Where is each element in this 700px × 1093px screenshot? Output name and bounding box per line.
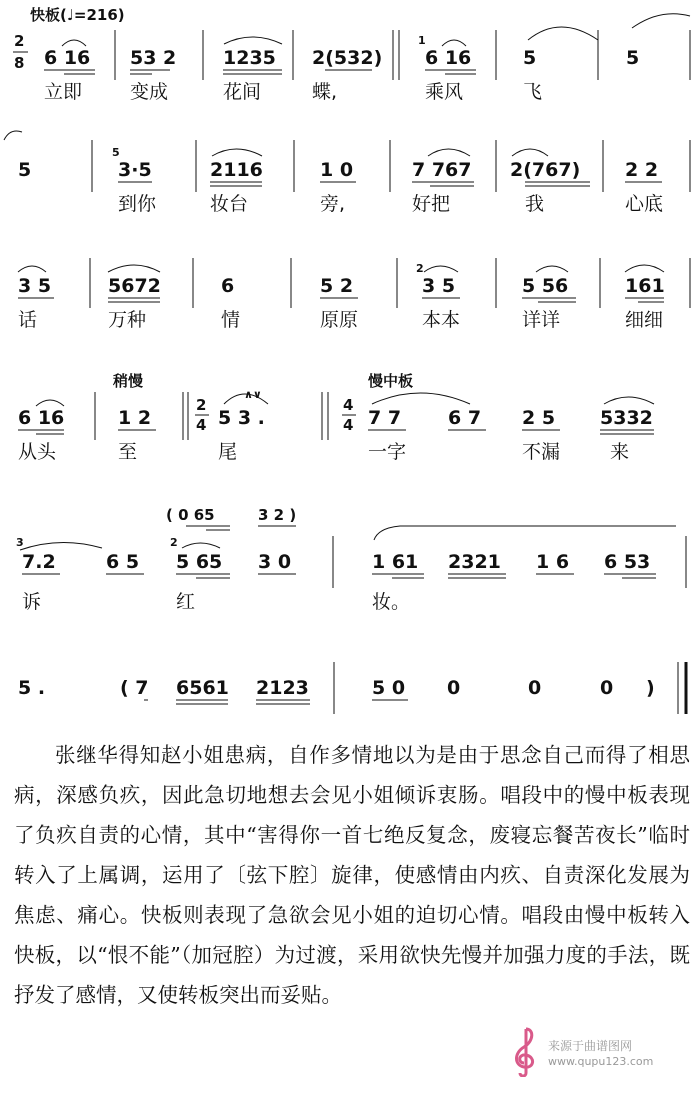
note-group: 2321 [448, 551, 501, 573]
description-paragraph [14, 735, 690, 1015]
note-group: 5672 [108, 275, 161, 297]
lyric: 妆。 [372, 591, 411, 613]
note-group: 2123 [256, 677, 309, 699]
slur [212, 149, 262, 156]
note-group: 1 0 [320, 159, 354, 181]
note-group: 6 7 [448, 407, 482, 429]
note-group: 6 [221, 275, 235, 297]
instrumental-interlude: ( 0 65 [166, 506, 215, 524]
slur [424, 266, 458, 272]
note-group: 6561 [176, 677, 229, 699]
lyric: 不漏 [522, 441, 561, 463]
tempo-marking-fast: 快板(♩=216) [30, 6, 125, 24]
lyric: 原原 [320, 309, 359, 331]
tie [374, 526, 676, 540]
slur [62, 40, 86, 46]
lyric: 到你 [118, 193, 157, 215]
slur [108, 265, 160, 272]
slur [18, 266, 46, 272]
lyric: 心底 [625, 193, 664, 215]
instrumental-interlude: 3 2 ) [258, 506, 297, 524]
tempo-marking-moderate-slow: 慢中板 [368, 372, 414, 390]
tie [4, 131, 22, 140]
note-group: 7 7 [368, 407, 402, 429]
note-group: 0 [447, 677, 461, 699]
note-group: 5 3 . [218, 407, 265, 429]
treble-clef-icon [508, 1025, 544, 1077]
slur [182, 543, 220, 548]
lyric: 本本 [422, 309, 461, 331]
lyric: 旁, [320, 193, 346, 215]
note-group: 5 2 [320, 275, 354, 297]
lyric: 我 [525, 193, 545, 215]
slur [372, 393, 470, 404]
note-group: 2(532) [312, 47, 383, 69]
lyric: 乘风 [425, 81, 464, 103]
lyric: 详详 [522, 309, 561, 331]
grace-note: 2 [416, 262, 424, 275]
slur [36, 400, 64, 406]
note-group: 1 2 [118, 407, 152, 429]
lyric: 话 [18, 309, 38, 331]
lyric: 变成 [130, 81, 169, 103]
note-group: 2(767) [510, 159, 581, 181]
lyric: 立即 [44, 81, 83, 103]
lyric: 尾 [218, 441, 238, 463]
note-group: 53 2 [130, 47, 177, 69]
note-group: 0 [600, 677, 614, 699]
note-group: 2 2 [625, 159, 659, 181]
note-group: 5 65 [176, 551, 223, 573]
time-signature-numerator: 2 [196, 396, 207, 414]
watermark [508, 1023, 678, 1083]
note-group: 7 767 [412, 159, 472, 181]
time-signature-denominator: 4 [343, 416, 354, 434]
slur [442, 40, 466, 46]
slur [428, 149, 470, 156]
lyric: 花间 [223, 81, 262, 103]
lyric: 至 [118, 441, 138, 463]
note-group: 1235 [223, 47, 276, 69]
lyric: 蝶, [312, 81, 338, 103]
watermark-line2: www.qupu123.com [548, 1055, 654, 1068]
note-group: 5332 [600, 407, 653, 429]
note-group: 1 61 [372, 551, 419, 573]
note-group: 2 5 [522, 407, 556, 429]
description-text: 张继华得知赵小姐患病，自作多情地以为是由于思念自己而得了相思病，深感负疚，因此急切地想去会见小姐倾诉衷肠。唱段中的慢中板表现了负疚自责的心情，其中“害得你一首七绝反复念，废寝忘餐苦夜长”临时转入了上属调，运用了〔弦下腔〕旋律，使感情由内疚、自责深化发展为焦虑、痛心。快板则表现了急欲会见小姐的迫切心情。唱段由慢中板转入快板，以“恨不能”（加冠腔）为过渡，采用欲快先慢并加强力度的手法，既抒发了感情，又使转板突出而妥贴。 [14, 743, 690, 1007]
tempo-marking-slight-slow: 稍慢 [113, 372, 144, 390]
note-group: 6 53 [604, 551, 651, 573]
lyric: 来 [610, 441, 630, 463]
note-group: 0 [528, 677, 542, 699]
lyric: 飞 [523, 81, 543, 103]
note-group: 161 [625, 275, 665, 297]
lyric: 万种 [108, 309, 147, 331]
grace-note: 2 [170, 536, 178, 549]
note-group: 5 0 [372, 677, 406, 699]
lyric: 细细 [625, 309, 664, 331]
note-group: 3 0 [258, 551, 292, 573]
note-group: 5 [626, 47, 640, 69]
tie [632, 14, 690, 28]
note-group: 7.2 [22, 551, 56, 573]
time-signature-denominator: 4 [196, 416, 207, 434]
note-group: 5 . [18, 677, 46, 699]
lyric: 红 [176, 591, 196, 613]
note-group: ( 7 [120, 677, 149, 699]
slur [20, 542, 102, 550]
note-group: 3 5 [18, 275, 52, 297]
breath-mark: ∧∨ [244, 388, 262, 401]
grace-note: 5 [112, 146, 120, 159]
note-group: 3·5 [118, 159, 152, 181]
note-group: 2116 [210, 159, 263, 181]
slur [536, 266, 568, 272]
lyric: 妆台 [210, 193, 249, 215]
note-group: 5 [523, 47, 537, 69]
note-group: 6 16 [44, 47, 91, 69]
slur [604, 397, 654, 404]
note-group: 3 5 [422, 275, 456, 297]
slur [224, 37, 282, 44]
grace-note: 1 [418, 34, 426, 47]
tie [528, 27, 598, 40]
note-group: 1 6 [536, 551, 570, 573]
note-group: 5 56 [522, 275, 569, 297]
note-group: 6 16 [18, 407, 65, 429]
grace-note: 3 [16, 536, 24, 549]
time-signature-denominator: 8 [14, 54, 25, 72]
lyric: 情 [221, 309, 241, 331]
slur [512, 149, 548, 156]
watermark-line1: 来源于曲谱图网 [548, 1039, 633, 1053]
slur [625, 265, 664, 272]
lyric: 诉 [22, 591, 42, 613]
time-signature-numerator: 4 [343, 396, 354, 414]
lyric: 从头 [18, 441, 57, 463]
lyric: 一字 [368, 441, 407, 463]
time-signature-numerator: 2 [14, 32, 25, 50]
note-group: ) [646, 677, 655, 699]
lyric: 好把 [412, 193, 451, 215]
note-group: 6 16 [425, 47, 472, 69]
note-group: 6 5 [106, 551, 140, 573]
note-group: 5 [18, 159, 32, 181]
